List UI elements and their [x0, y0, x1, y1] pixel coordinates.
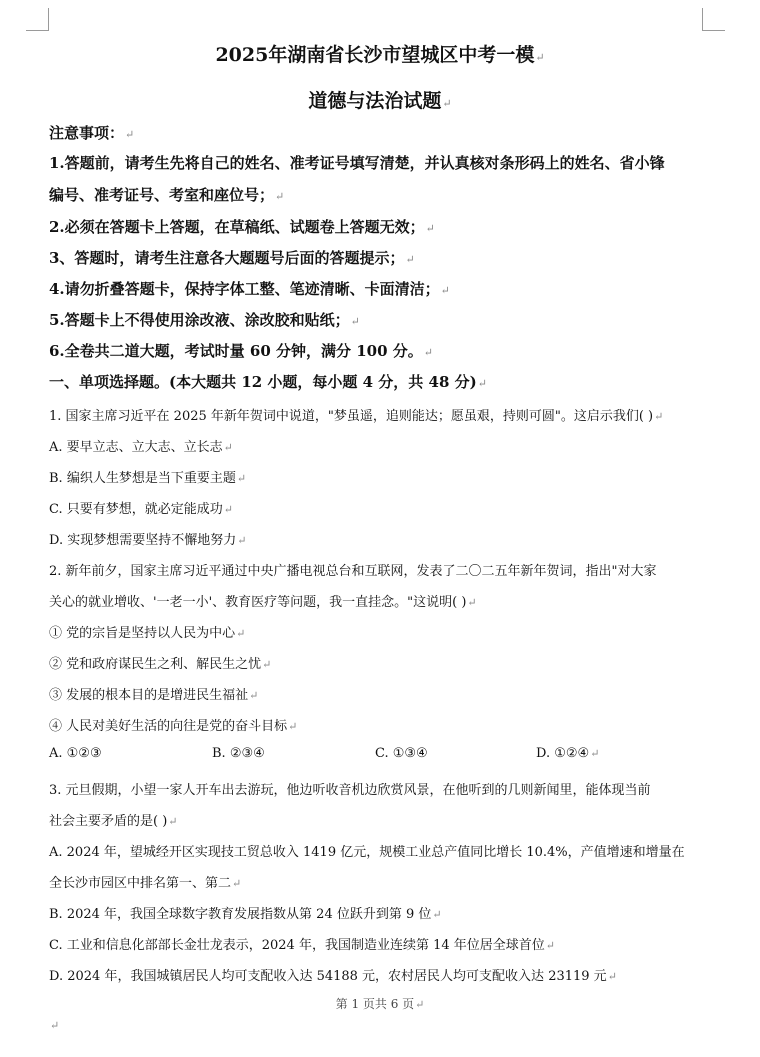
question-3-option-d: D. 2024 年，我国城镇居民人均可支配收入达 54188 元，农村居民人均可支配收入达 23119 元↵	[49, 969, 617, 984]
notice-line-2: 2.必须在答题卡上答题，在草稿纸、试题卷上答题无效；↵	[49, 218, 435, 236]
question-2-statement-4: ④ 人民对美好生活的向往是党的奋斗目标↵	[49, 719, 298, 734]
question-3-stem-line-1: 3. 元旦假期，小望一家人开车出去游玩，他边听收音机边欣赏风景，在他听到的几则新闻里，能体现当前	[49, 783, 651, 798]
exam-title: 2025年湖南省长沙市望城区中考一模↵	[215, 44, 545, 66]
question-2-statement-3: ③ 发展的根本目的是增进民生福祉↵	[49, 688, 259, 703]
question-1-option-d: D. 实现梦想需要坚持不懈地努力↵	[49, 533, 247, 548]
notice-heading: 注意事项：↵	[49, 124, 135, 142]
question-1-option-a: A. 要早立志、立大志、立长志↵	[49, 440, 233, 455]
question-1-stem: 1. 国家主席习近平在 2025 年新年贺词中说道，"梦虽遥，追则能达；愿虽艰，持则可圆"。这启示我们( )↵	[49, 409, 664, 424]
question-2-statement-1: ① 党的宗旨是坚持以人民为中心↵	[49, 626, 246, 641]
notice-line-6: 6.全卷共二道大题，考试时量 60 分钟，满分 100 分。↵	[49, 342, 433, 360]
question-2-stem-line-1: 2. 新年前夕，国家主席习近平通过中央广播电视总台和互联网，发表了二〇二五年新年贺词，指出"对大家	[49, 564, 657, 579]
question-3-option-a-cont: 全长沙市园区中排名第一、第二↵	[49, 876, 242, 891]
question-2-option-c: C. ①③④	[375, 746, 428, 761]
question-2-option-d: D. ①②④↵	[536, 746, 600, 761]
notice-line-4: 4.请勿折叠答题卡，保持字体工整、笔迹清晰、卡面清洁；↵	[49, 280, 450, 298]
question-3-stem-line-2: 社会主要矛盾的是( )↵	[49, 814, 178, 829]
crop-mark-top-right	[702, 8, 725, 31]
page-footer: 第 1 页共 6 页↵	[335, 997, 425, 1011]
notice-line-5: 5.答题卡上不得使用涂改液、涂改胶和贴纸；↵	[49, 311, 360, 329]
question-2-option-b: B. ②③④	[212, 746, 265, 761]
paragraph-mark: ↵	[50, 1019, 60, 1032]
notice-line-3: 3、答题时，请考生注意各大题题号后面的答题提示；↵	[49, 249, 415, 267]
question-1-option-b: B. 编织人生梦想是当下重要主题↵	[49, 471, 247, 486]
question-3-option-c: C. 工业和信息化部部长金壮龙表示，2024 年，我国制造业连续第 14 年位居全球首位↵	[49, 938, 555, 953]
question-2-stem-line-2: 关心的就业增收、'一老一小'、教育医疗等问题，我一直挂念。"这说明( )↵	[49, 595, 477, 610]
section-heading: 一、单项选择题。(本大题共 12 小题，每小题 4 分，共 48 分)↵	[49, 373, 487, 391]
crop-mark-top-left	[26, 8, 49, 31]
question-2-statement-2: ② 党和政府谋民生之利、解民生之忧↵	[49, 657, 272, 672]
question-3-option-b: B. 2024 年，我国全球数字教育发展指数从第 24 位跃升到第 9 位↵	[49, 907, 442, 922]
question-2-option-a: A. ①②③	[49, 746, 102, 761]
exam-subject: 道德与法治试题↵	[308, 90, 452, 112]
question-3-option-a: A. 2024 年，望城经开区实现技工贸总收入 1419 亿元，规模工业总产值同比增长 10.4%，产值增速和增量在	[49, 845, 685, 860]
notice-line-1-cont: 编号、准考证号、考室和座位号；↵	[49, 186, 285, 204]
notice-line-1: 1.答题前，请考生先将自己的姓名、准考证号填写清楚，并认真核对条形码上的姓名、省小锋	[49, 154, 665, 172]
question-1-option-c: C. 只要有梦想，就必定能成功↵	[49, 502, 233, 517]
